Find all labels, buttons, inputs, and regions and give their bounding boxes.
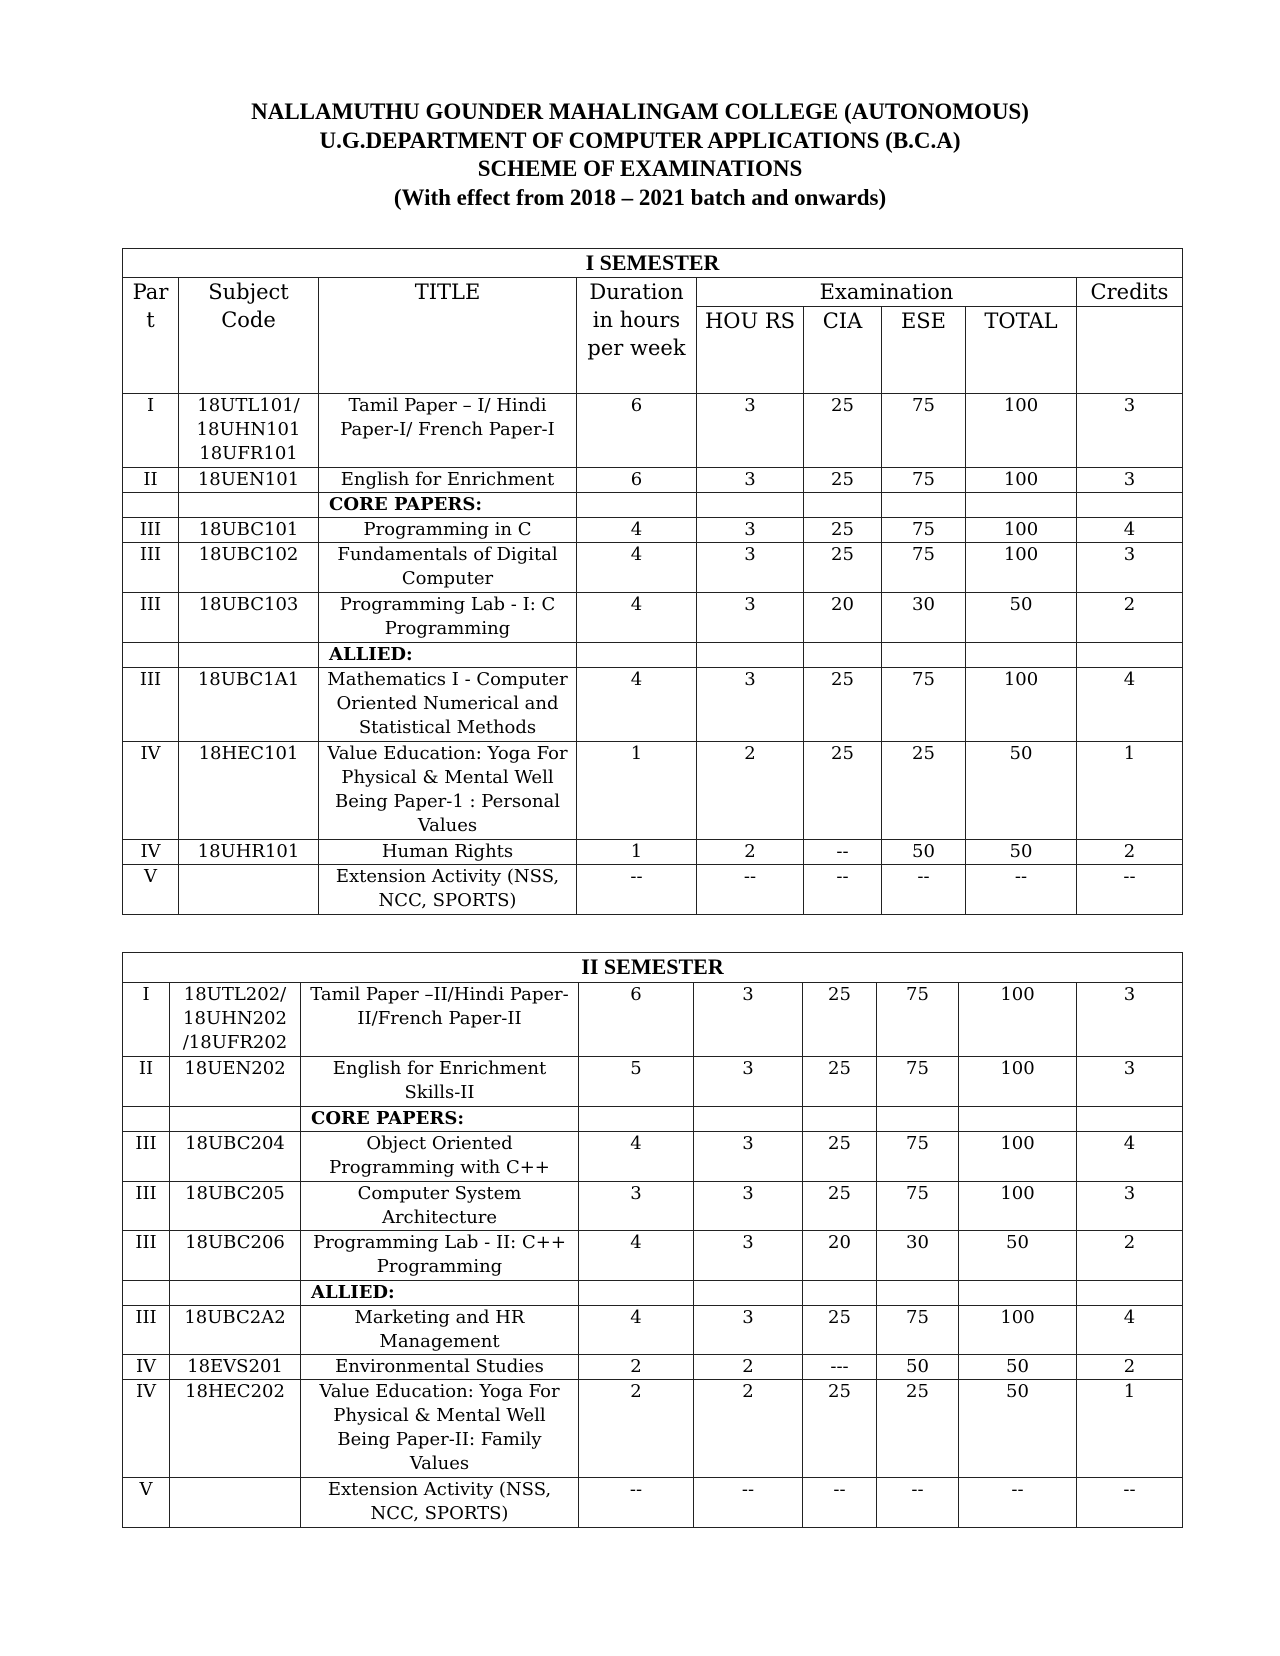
scheme-title: SCHEME OF EXAMINATIONS — [477, 156, 803, 181]
cia-cell: -- — [804, 865, 882, 915]
ese-cell: 50 — [877, 1355, 959, 1380]
duration-cell: 4 — [579, 1132, 694, 1182]
title-cell: Environmental Studies — [301, 1355, 579, 1380]
ese-cell: 25 — [882, 742, 966, 840]
credits-cell: 2 — [1077, 593, 1183, 643]
code-cell: 18UBC103 — [179, 593, 319, 643]
credits-cell: 4 — [1077, 668, 1183, 742]
code-cell — [170, 1478, 301, 1528]
total-cell: -- — [959, 1478, 1077, 1528]
core-papers-label: CORE PAPERS: — [319, 493, 577, 518]
part-cell: III — [123, 1182, 170, 1231]
ese-cell: 75 — [882, 468, 966, 493]
ese-cell: 75 — [882, 668, 966, 742]
code-cell: 18UBC206 — [170, 1231, 301, 1281]
duration-cell: 4 — [577, 543, 697, 593]
title-cell: Computer System Architecture — [301, 1182, 579, 1231]
cia-cell: 25 — [803, 1182, 877, 1231]
ese-cell: 75 — [877, 1132, 959, 1182]
duration-cell: -- — [579, 1478, 694, 1528]
ese-cell: 30 — [877, 1231, 959, 1281]
table-row — [123, 1132, 1183, 1182]
title-cell: Programming Lab - II: C++ Programming — [301, 1231, 579, 1281]
table-row — [123, 1306, 1183, 1355]
duration-cell: 4 — [579, 1306, 694, 1355]
table-row — [123, 668, 1183, 742]
hours-cell: 3 — [697, 668, 804, 742]
part-cell: I — [123, 983, 170, 1057]
hours-cell: 2 — [697, 840, 804, 865]
duration-cell: 4 — [579, 1231, 694, 1281]
table-row — [123, 394, 1183, 468]
title-cell: Programming Lab - I: C Programming — [319, 593, 577, 643]
title-cell: English for Enrichment Skills-II — [301, 1057, 579, 1107]
section-row — [123, 1107, 1183, 1132]
code-cell: 18UBC205 — [170, 1182, 301, 1231]
part-cell: II — [123, 1057, 170, 1107]
part-cell: I — [123, 394, 179, 468]
total-cell: 100 — [959, 1306, 1077, 1355]
part-cell: III — [123, 543, 179, 593]
total-cell: 100 — [959, 1057, 1077, 1107]
effect-note: (With effect from 2018 – 2021 batch and onwards) — [393, 184, 887, 210]
hours-cell: 3 — [694, 1231, 803, 1281]
hours-cell: 3 — [694, 1182, 803, 1231]
hours-cell: 2 — [694, 1380, 803, 1478]
hours-cell: 3 — [697, 518, 804, 543]
title-cell: Tamil Paper –II/Hindi Paper-II/French Paper-II — [301, 983, 579, 1057]
part-cell: III — [123, 1231, 170, 1281]
department-name: U.G.DEPARTMENT OF COMPUTER APPLICATIONS (B.C.A) — [319, 127, 961, 153]
credits-cell: 3 — [1077, 468, 1183, 493]
total-cell: 100 — [959, 1132, 1077, 1182]
table-row — [123, 1182, 1183, 1231]
cia-cell: --- — [803, 1355, 877, 1380]
part-cell: IV — [123, 840, 179, 865]
duration-cell: 1 — [577, 840, 697, 865]
title-cell: Tamil Paper – I/ Hindi Paper-I/ French Paper-I — [319, 394, 577, 468]
title-cell: Marketing and HR Management — [301, 1306, 579, 1355]
credits-cell: 3 — [1077, 1182, 1183, 1231]
college-name: NALLAMUTHU GOUNDER MAHALINGAM COLLEGE (AUTONOMOUS) — [251, 99, 1029, 124]
table-row — [123, 1380, 1183, 1478]
total-cell: 100 — [959, 1182, 1077, 1231]
hours-cell: 2 — [697, 742, 804, 840]
credits-cell: 3 — [1077, 394, 1183, 468]
duration-cell: 4 — [577, 518, 697, 543]
table-row — [123, 742, 1183, 840]
credits-cell: 3 — [1077, 1057, 1183, 1107]
cia-cell: 25 — [804, 394, 882, 468]
code-cell — [179, 865, 319, 915]
semester-2-table — [122, 952, 1183, 1528]
ese-cell: 75 — [877, 983, 959, 1057]
allied-label: ALLIED: — [319, 643, 577, 668]
cia-cell: 25 — [803, 1306, 877, 1355]
hours-cell: -- — [694, 1478, 803, 1528]
credits-cell: 2 — [1077, 1355, 1183, 1380]
code-cell: 18UBC2A2 — [170, 1306, 301, 1355]
hours-cell: 3 — [697, 543, 804, 593]
credits-cell: 4 — [1077, 518, 1183, 543]
total-cell: 100 — [966, 468, 1077, 493]
duration-cell: 5 — [579, 1057, 694, 1107]
ese-cell: 30 — [882, 593, 966, 643]
hours-cell: 3 — [697, 593, 804, 643]
cia-cell: 25 — [804, 468, 882, 493]
hours-cell: 2 — [694, 1355, 803, 1380]
total-cell: 50 — [959, 1231, 1077, 1281]
cia-cell: 25 — [803, 1057, 877, 1107]
code-cell: 18UTL101/ 18UHN101 18UFR101 — [179, 394, 319, 468]
table-row — [123, 1355, 1183, 1380]
section-row — [123, 1281, 1183, 1306]
total-cell: 50 — [966, 840, 1077, 865]
ese-cell: 75 — [877, 1057, 959, 1107]
cia-cell: -- — [804, 840, 882, 865]
hours-cell: -- — [697, 865, 804, 915]
duration-cell: 4 — [577, 593, 697, 643]
title-cell: Human Rights — [319, 840, 577, 865]
duration-cell: 3 — [579, 1182, 694, 1231]
table-row — [123, 1057, 1183, 1107]
credits-cell: 2 — [1077, 1231, 1183, 1281]
credits-cell: 4 — [1077, 1132, 1183, 1182]
part-cell: IV — [123, 742, 179, 840]
code-cell: 18UEN202 — [170, 1057, 301, 1107]
ese-cell: 75 — [882, 518, 966, 543]
part-cell: II — [123, 468, 179, 493]
code-cell: 18UBC102 — [179, 543, 319, 593]
semester-title: I SEMESTER — [123, 249, 1183, 278]
credits-cell: 3 — [1077, 543, 1183, 593]
ese-cell: -- — [882, 865, 966, 915]
code-cell: 18UHR101 — [179, 840, 319, 865]
table-row — [123, 468, 1183, 493]
cia-cell: 25 — [803, 983, 877, 1057]
part-cell: IV — [123, 1380, 170, 1478]
part-cell: III — [123, 1132, 170, 1182]
cia-cell: 25 — [804, 668, 882, 742]
allied-label: ALLIED: — [301, 1281, 579, 1306]
code-cell: 18EVS201 — [170, 1355, 301, 1380]
document-header — [0, 98, 1280, 212]
cia-cell: -- — [803, 1478, 877, 1528]
title-cell: Extension Activity (NSS, NCC, SPORTS) — [301, 1478, 579, 1528]
title-cell: Extension Activity (NSS, NCC, SPORTS) — [319, 865, 577, 915]
total-cell: 100 — [966, 543, 1077, 593]
total-cell: 100 — [966, 518, 1077, 543]
total-cell: -- — [966, 865, 1077, 915]
col-duration: Duration in hours per week — [577, 278, 697, 394]
col-cia: CIA — [804, 307, 882, 394]
table-row — [123, 543, 1183, 593]
duration-cell: 6 — [577, 394, 697, 468]
total-cell: 50 — [959, 1355, 1077, 1380]
duration-cell: 2 — [579, 1380, 694, 1478]
total-cell: 100 — [959, 983, 1077, 1057]
duration-cell: 2 — [579, 1355, 694, 1380]
duration-cell: 6 — [577, 468, 697, 493]
col-examination: Examination — [697, 278, 1077, 307]
table-row — [123, 1478, 1183, 1528]
title-cell: Mathematics I - Computer Oriented Numerical and Statistical Methods — [319, 668, 577, 742]
cia-cell: 25 — [803, 1380, 877, 1478]
part-cell: III — [123, 668, 179, 742]
col-ese: ESE — [882, 307, 966, 394]
part-cell: III — [123, 518, 179, 543]
title-cell: English for Enrichment — [319, 468, 577, 493]
table-row — [123, 518, 1183, 543]
duration-cell: 6 — [579, 983, 694, 1057]
hours-cell: 3 — [697, 468, 804, 493]
title-cell: Value Education: Yoga For Physical & Mental Well Being Paper-II: Family Values — [301, 1380, 579, 1478]
credits-cell: -- — [1077, 865, 1183, 915]
ese-cell: 25 — [877, 1380, 959, 1478]
ese-cell: 75 — [882, 394, 966, 468]
credits-cell: 2 — [1077, 840, 1183, 865]
ese-cell: 50 — [882, 840, 966, 865]
table-row — [123, 840, 1183, 865]
cia-cell: 25 — [804, 518, 882, 543]
duration-cell: 1 — [577, 742, 697, 840]
table-row — [123, 865, 1183, 915]
cia-cell: 20 — [804, 593, 882, 643]
code-cell: 18HEC202 — [170, 1380, 301, 1478]
hours-cell: 3 — [694, 1306, 803, 1355]
credits-cell: -- — [1077, 1478, 1183, 1528]
col-total: TOTAL — [966, 307, 1077, 394]
code-cell: 18UBC204 — [170, 1132, 301, 1182]
hours-cell: 3 — [694, 1057, 803, 1107]
section-row — [123, 643, 1183, 668]
hours-cell: 3 — [694, 1132, 803, 1182]
hours-cell: 3 — [697, 394, 804, 468]
total-cell: 100 — [966, 394, 1077, 468]
part-cell: III — [123, 593, 179, 643]
table-row — [123, 593, 1183, 643]
part-cell: V — [123, 865, 179, 915]
table-row — [123, 983, 1183, 1057]
cia-cell: 20 — [803, 1231, 877, 1281]
title-cell: Object Oriented Programming with C++ — [301, 1132, 579, 1182]
title-cell: Programming in C — [319, 518, 577, 543]
ese-cell: 75 — [877, 1182, 959, 1231]
duration-cell: -- — [577, 865, 697, 915]
credits-cell: 1 — [1077, 742, 1183, 840]
section-row — [123, 493, 1183, 518]
col-hours: HOU RS — [697, 307, 804, 394]
col-part: Par t — [123, 278, 179, 394]
credits-cell: 4 — [1077, 1306, 1183, 1355]
table-row — [123, 1231, 1183, 1281]
total-cell: 50 — [966, 593, 1077, 643]
ese-cell: 75 — [882, 543, 966, 593]
credits-cell: 1 — [1077, 1380, 1183, 1478]
total-cell: 50 — [966, 742, 1077, 840]
ese-cell: 75 — [877, 1306, 959, 1355]
code-cell: 18HEC101 — [179, 742, 319, 840]
code-cell: 18UBC1A1 — [179, 668, 319, 742]
total-cell: 100 — [966, 668, 1077, 742]
title-cell: Fundamentals of Digital Computer — [319, 543, 577, 593]
part-cell: III — [123, 1306, 170, 1355]
col-subject-code: Subject Code — [179, 278, 319, 394]
part-cell: V — [123, 1478, 170, 1528]
hours-cell: 3 — [694, 983, 803, 1057]
semester-title: II SEMESTER — [123, 953, 1183, 983]
code-cell: 18UEN101 — [179, 468, 319, 493]
credits-cell: 3 — [1077, 983, 1183, 1057]
part-cell: IV — [123, 1355, 170, 1380]
ese-cell: -- — [877, 1478, 959, 1528]
duration-cell: 4 — [577, 668, 697, 742]
cia-cell: 25 — [804, 742, 882, 840]
title-cell: Value Education: Yoga For Physical & Mental Well Being Paper-1 : Personal Values — [319, 742, 577, 840]
col-title: TITLE — [319, 278, 577, 394]
semester-1-table — [122, 248, 1183, 915]
cia-cell: 25 — [804, 543, 882, 593]
core-papers-label: CORE PAPERS: — [301, 1107, 579, 1132]
cia-cell: 25 — [803, 1132, 877, 1182]
code-cell: 18UTL202/ 18UHN202 /18UFR202 — [170, 983, 301, 1057]
col-credits: Credits — [1077, 278, 1183, 307]
total-cell: 50 — [959, 1380, 1077, 1478]
code-cell: 18UBC101 — [179, 518, 319, 543]
